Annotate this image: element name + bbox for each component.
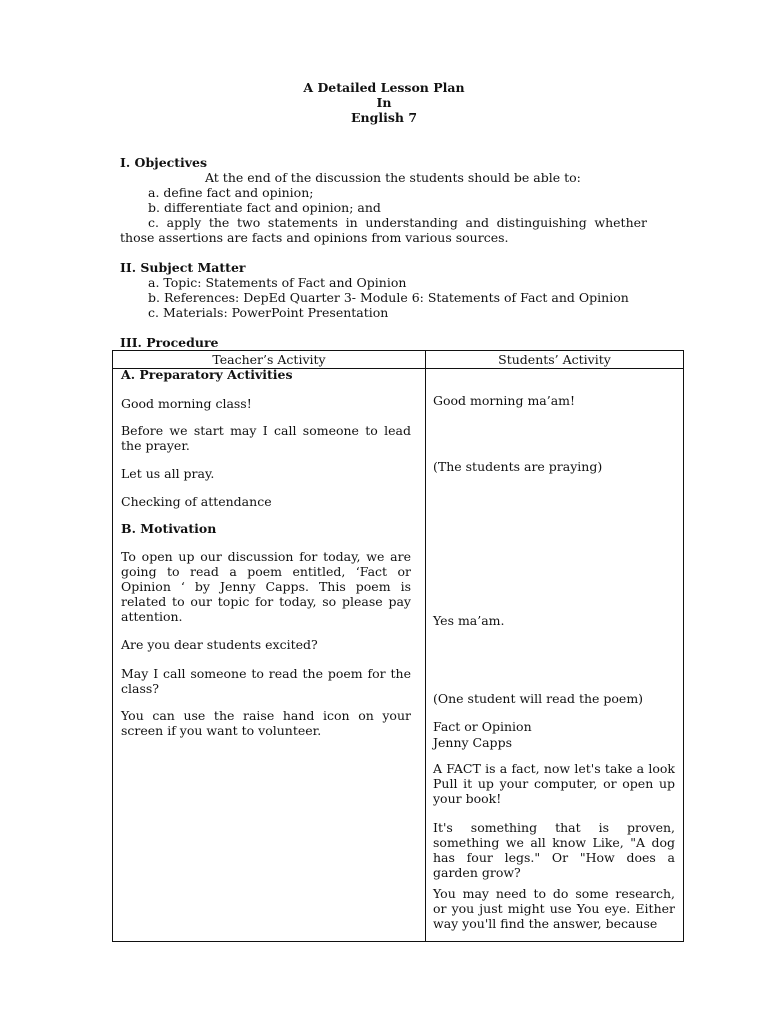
motivation-heading: B. Motivation xyxy=(121,521,217,536)
objective-item-c-cont: those assertions are facts and opinions from various sources. xyxy=(120,230,509,245)
teacher-prayer-call: Before we start may I call someone to lead the prayer. xyxy=(121,423,411,453)
procedure-heading: III. Procedure xyxy=(120,335,219,350)
doc-title-line-3: English 7 xyxy=(350,110,418,125)
teacher-excited: Are you dear students excited? xyxy=(121,637,318,652)
teacher-read-call: May I call someone to read the poem for the class? xyxy=(121,666,411,696)
subject-topic: a. Topic: Statements of Fact and Opinion xyxy=(148,275,407,290)
students-greeting: Good morning ma’am! xyxy=(433,393,576,408)
objectives-intro: At the end of the discussion the students should be able to: xyxy=(205,170,581,185)
students-praying: (The students are praying) xyxy=(433,459,603,474)
teacher-pray: Let us all pray. xyxy=(121,466,215,481)
poem-stanza-3: You may need to do some research, or you just might use You eye. Either way you'll find the answer, because xyxy=(433,886,675,931)
poem-author: Jenny Capps xyxy=(433,735,512,750)
col-header-teacher: Teacher’s Activity xyxy=(212,352,326,367)
poem-title: Fact or Opinion xyxy=(433,719,532,734)
subject-materials: c. Materials: PowerPoint Presentation xyxy=(148,305,389,320)
students-read-poem: (One student will read the poem) xyxy=(433,691,644,706)
column-divider xyxy=(425,351,426,941)
teacher-volunteer: You can use the raise hand icon on your screen if you want to volunteer. xyxy=(121,708,411,738)
prep-heading: A. Preparatory Activities xyxy=(121,367,293,382)
col-header-students: Students’ Activity xyxy=(498,352,611,367)
objectives-heading: I. Objectives xyxy=(120,155,208,170)
procedure-table xyxy=(112,350,684,942)
teacher-motivation-text: To open up our discussion for today, we are going to read a poem entitled, ‘Fact or Opinion ‘ by Jenny Capps. This poem is related to our topic for today, so please pay attention. xyxy=(121,549,411,624)
subject-matter-heading: II. Subject Matter xyxy=(120,260,246,275)
objective-item-c: c. apply the two statements in understanding and distinguishing whether xyxy=(148,215,647,230)
students-yes: Yes ma’am. xyxy=(433,613,505,628)
teacher-attendance: Checking of attendance xyxy=(121,494,272,509)
poem-stanza-1: A FACT is a fact, now let's take a look Pull it up your computer, or open up your book! xyxy=(433,761,675,806)
teacher-greeting: Good morning class! xyxy=(121,396,252,411)
doc-title-line-2: In xyxy=(376,95,392,110)
doc-title-line-1: A Detailed Lesson Plan xyxy=(303,80,465,95)
objective-item-a: a. define fact and opinion; xyxy=(148,185,314,200)
poem-stanza-2: It's something that is proven, something we all know Like, "A dog has four legs." Or "How does a garden grow? xyxy=(433,820,675,880)
objective-item-b: b. differentiate fact and opinion; and xyxy=(148,200,381,215)
subject-references: b. References: DepEd Quarter 3- Module 6: Statements of Fact and Opinion xyxy=(148,290,629,305)
